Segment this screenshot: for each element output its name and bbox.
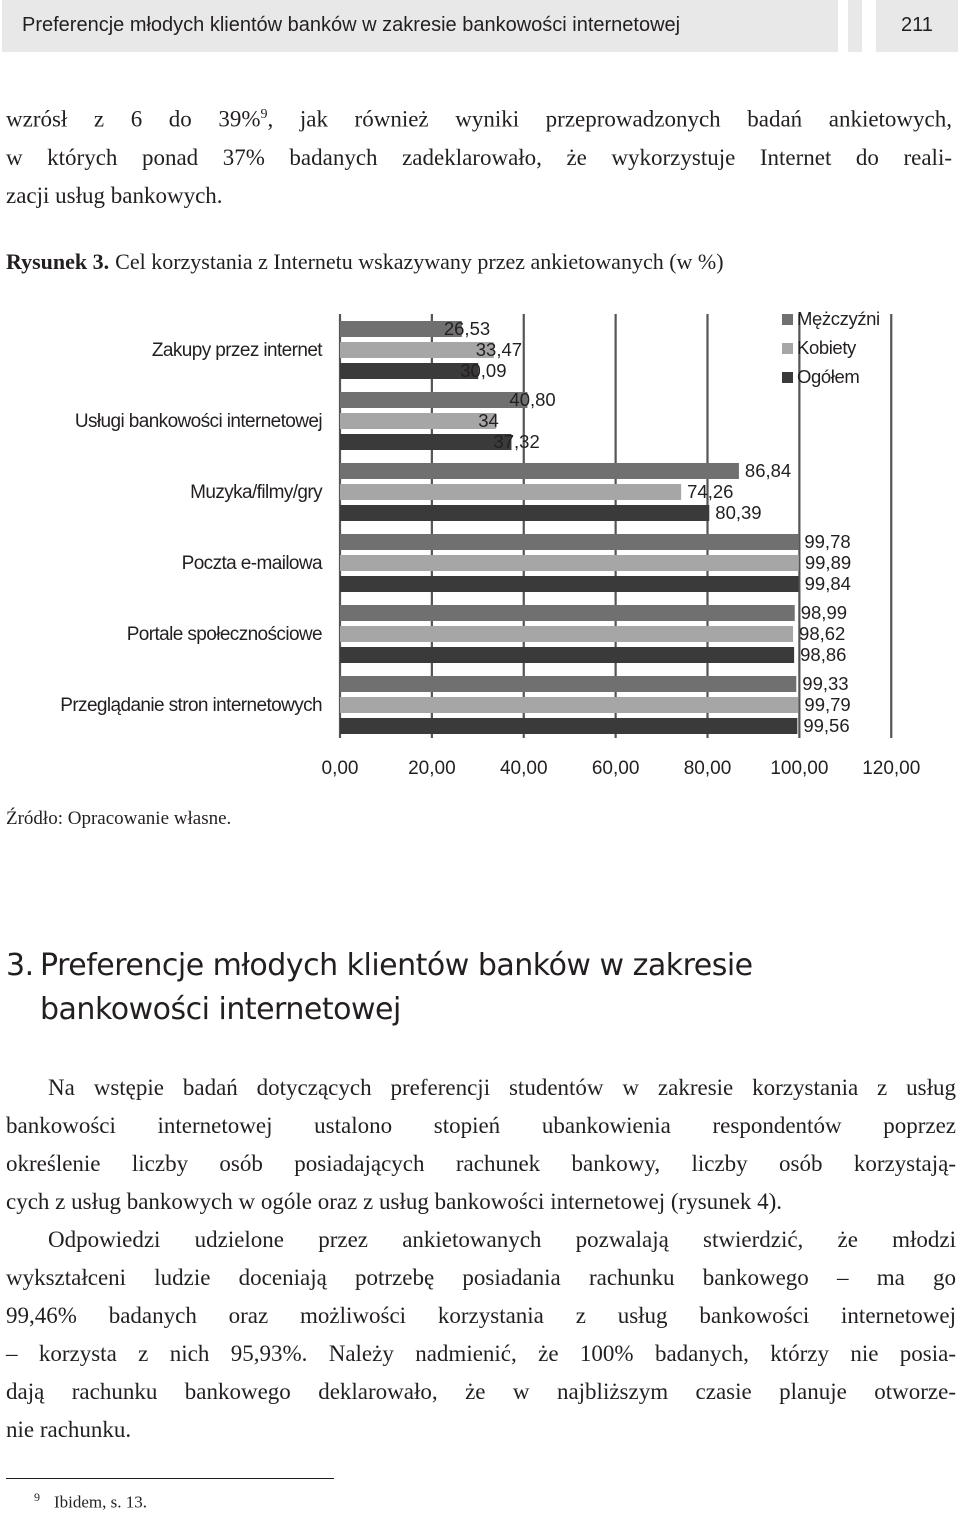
category-label: Poczta e-mailowa: [181, 553, 322, 574]
x-tick-label: 20,00: [408, 758, 456, 779]
footnote-text: Ibidem, s. 13.: [54, 1492, 148, 1512]
x-tick-label: 100,00: [770, 758, 829, 779]
data-label: 99,79: [804, 694, 851, 715]
data-label: 99,56: [803, 715, 850, 736]
figure-chart: [0, 300, 960, 795]
footnote-ref[interactable]: 9: [260, 107, 268, 122]
category-label: Portale społecznościowe: [126, 624, 322, 645]
text-line: Na wstępie badań dotyczących preferencji studentów w zakresie korzystania z usług: [48, 1075, 956, 1100]
data-label: 40,80: [509, 389, 556, 410]
text-line: 99,46% badanych oraz możliwości korzystania z usług bankowości internetowej: [6, 1303, 956, 1328]
running-title: Preferencje młodych klientów banków w zakresie bankowości internetowej: [22, 14, 681, 36]
data-label: 26,53: [443, 318, 491, 339]
data-label: 98,86: [800, 644, 847, 665]
x-tick-label: 80,00: [683, 758, 732, 779]
bar: [340, 676, 796, 692]
data-label: 99,33: [802, 673, 849, 694]
bar: [340, 363, 478, 379]
category-label: Zakupy przez internet: [151, 340, 322, 361]
legend-swatch: [782, 314, 793, 325]
text-line: wzrósł z 6 do 39%$^9$, jak również wyniki przeprowadzonych badań ankietowych,: [6, 106, 953, 132]
legend-swatch: [782, 343, 793, 354]
legend-label: Kobiety: [797, 337, 856, 358]
bar: [340, 342, 494, 358]
legend-label: Ogółem: [797, 366, 860, 387]
bar: [340, 534, 798, 550]
x-tick-label: 40,00: [499, 758, 548, 779]
bar: [340, 505, 709, 521]
bar: [340, 605, 795, 621]
text-line: cych z usług bankowych w ogóle oraz z usług bankowości internetowej (rysunek 4).: [6, 1189, 783, 1214]
bar: [340, 718, 797, 734]
data-label: 86,84: [744, 460, 792, 481]
category-label: Usługi bankowości internetowej: [74, 411, 322, 432]
footnote-marker: 9: [34, 1490, 40, 1504]
section-title-line1: Preferencje młodych klientów banków w zakresie: [40, 948, 753, 983]
bar: [340, 484, 681, 500]
section-heading: [6, 944, 886, 1032]
bar: [340, 463, 739, 479]
bar: [340, 555, 799, 571]
text-line: bankowości internetowej ustalono stopień ubankowienia respondentów poprzez: [6, 1113, 956, 1138]
data-label: 34: [478, 410, 499, 431]
bar: [340, 697, 798, 713]
figure-source: Źródło: Opracowanie własne.: [6, 808, 232, 829]
figure-caption-text: Cel korzystania z Internetu wskazywany przez ankietowanych (w %): [115, 249, 724, 274]
data-label: 74,26: [687, 481, 734, 502]
bar: [340, 647, 794, 663]
x-tick-label: 0,00: [321, 758, 359, 779]
text-line: wykształceni ludzie doceniają potrzebę posiadania rachunku bankowego – ma go: [6, 1265, 956, 1290]
text-line: – korzysta z nich 95,93%. Należy nadmienić, że 100% badanych, którzy nie posia-: [6, 1341, 956, 1366]
category-label: Muzyka/filmy/gry: [190, 482, 322, 503]
paragraph-continued: [6, 96, 952, 215]
page-number: 211: [901, 14, 933, 36]
bar: [340, 576, 799, 592]
figure-caption: [6, 249, 724, 275]
legend-label: Mężczyźni: [797, 308, 880, 329]
section-title-line2: bankowości internetowej: [40, 992, 401, 1027]
data-label: 33,47: [475, 339, 523, 360]
data-label: 30,09: [460, 360, 507, 381]
text-line: określenie liczby osób posiadających rachunek bankowy, liczby osób korzystają-: [6, 1151, 956, 1176]
data-label: 99,84: [804, 573, 851, 594]
paragraph-section3: [6, 1069, 956, 1449]
data-label: 80,39: [715, 502, 762, 523]
category-label: Przeglądanie stron internetowych: [60, 695, 322, 716]
bar: [340, 626, 793, 642]
running-header-gap-bar: [848, 0, 862, 52]
x-tick-label: 120,00: [862, 758, 921, 779]
legend-swatch: [782, 372, 793, 383]
section-number: 3.: [6, 948, 34, 983]
text-line: nie rachunku.: [6, 1417, 132, 1442]
text-line: Odpowiedzi udzielone przez ankietowanych pozwalają stwierdzić, że młodzi: [48, 1227, 956, 1252]
footnote-rule: [6, 1478, 334, 1479]
bar: [340, 434, 511, 450]
bar-chart: [0, 300, 960, 790]
bar: [340, 392, 527, 408]
footnote: [34, 1490, 147, 1513]
text-line: w których ponad 37% badanych zadeklarowało, że wykorzystuje Internet do reali-: [6, 144, 952, 170]
bar: [340, 413, 496, 429]
data-label: 99,78: [804, 531, 851, 552]
text-line: zacji usług bankowych.: [6, 182, 223, 208]
figure-label: Rysunek 3.: [6, 249, 110, 274]
text-line: dają rachunku bankowego deklarowało, że w najbliższym czasie planuje otworze-: [6, 1379, 956, 1404]
data-label: 98,99: [800, 602, 848, 623]
data-label: 37,32: [493, 431, 540, 452]
data-label: 99,89: [804, 552, 852, 573]
data-label: 98,62: [799, 623, 846, 644]
x-tick-label: 60,00: [591, 758, 640, 779]
